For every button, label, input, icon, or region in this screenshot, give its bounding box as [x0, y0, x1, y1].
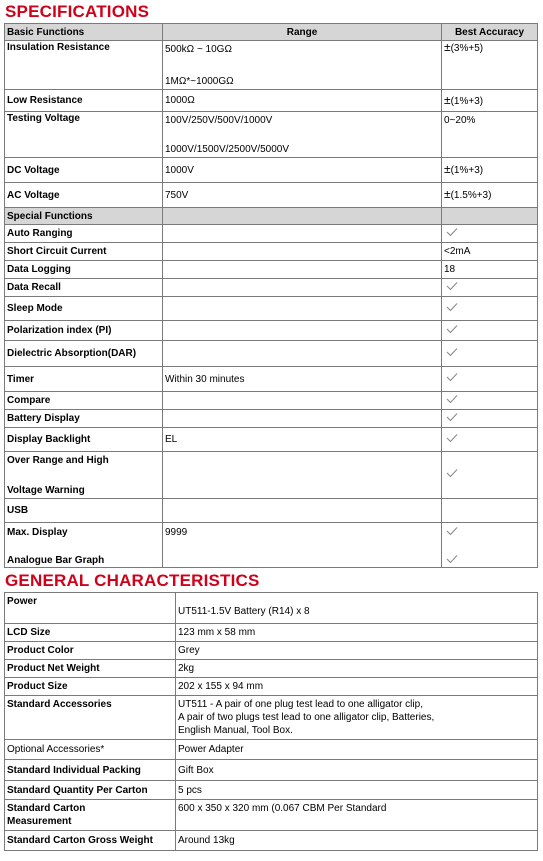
row-low-resistance [5, 90, 538, 112]
row-ac-voltage [5, 183, 538, 208]
row-timer: Timer Within 30 minutes [5, 367, 538, 392]
row-individual-packing: Standard Individual Packing Gift Box [5, 760, 538, 781]
check-icon [446, 468, 458, 478]
row-usb: USB [5, 499, 538, 523]
row-insulation-resistance [5, 41, 538, 90]
row-battery-display: Battery Display [5, 410, 538, 428]
row-lcd-size: LCD Size 123 mm x 58 mm [5, 624, 538, 642]
row-data-logging: Data Logging 18 [5, 261, 538, 279]
check-icon [446, 227, 458, 237]
range-low-resistance: 1000Ω [163, 90, 442, 112]
header-basic-functions: Basic Functions [5, 24, 163, 41]
row-dc-voltage [5, 158, 538, 183]
check-icon [446, 412, 458, 422]
check-icon [446, 372, 458, 382]
check-icon [446, 526, 458, 536]
row-polarization-index: Polarization index (PI) [5, 321, 538, 341]
row-compare: Compare [5, 392, 538, 410]
row-quantity-per-carton: Standard Quantity Per Carton 5 pcs [5, 781, 538, 800]
label-ac-voltage: AC Voltage [5, 183, 163, 208]
check-icon [446, 433, 458, 443]
row-display-backlight: Display Backlight EL [5, 428, 538, 452]
accuracy-dc-voltage: ±(1%+3) [442, 158, 538, 183]
row-sleep-mode: Sleep Mode [5, 297, 538, 321]
range-insulation-resistance: 500kΩ ~ 10GΩ 1MΩ*~1000GΩ [163, 41, 442, 90]
header-range: Range [163, 24, 442, 41]
check-icon [446, 394, 458, 404]
plus-minus-symbol: ± [444, 92, 451, 107]
check-icon [446, 347, 458, 357]
row-auto-ranging: Auto Ranging [5, 225, 538, 243]
row-testing-voltage [5, 112, 538, 158]
specifications-table [4, 23, 538, 568]
range-dc-voltage: 1000V [163, 158, 442, 183]
label-insulation-resistance: Insulation Resistance [5, 41, 163, 90]
check-icon [446, 281, 458, 291]
row-over-range-warning: Over Range and High Voltage Warning [5, 452, 538, 499]
row-optional-accessories: Optional Accessories* Power Adapter [5, 740, 538, 760]
general-characteristics-title: GENERAL CHARACTERISTICS [5, 571, 260, 590]
row-dielectric-absorption: Dielectric Absorption(DAR) [5, 341, 538, 367]
range-testing-voltage: 100V/250V/500V/1000V 1000V/1500V/2500V/5000V [163, 112, 442, 158]
row-short-circuit-current: Short Circuit Current <2mA [5, 243, 538, 261]
special-functions-header-row [5, 208, 538, 225]
general-characteristics-table [4, 592, 538, 851]
label-testing-voltage: Testing Voltage [5, 112, 163, 158]
row-product-color: Product Color Grey [5, 642, 538, 660]
row-power: Power UT511-1.5V Battery (R14) x 8 [5, 593, 538, 624]
check-icon [446, 302, 458, 312]
accuracy-low-resistance: ±(1%+3) [442, 90, 538, 112]
label-dc-voltage: DC Voltage [5, 158, 163, 183]
row-product-size: Product Size 202 x 155 x 94 mm [5, 678, 538, 696]
header-special-functions: Special Functions [5, 208, 163, 225]
accuracy-ac-voltage: ±(1.5%+3) [442, 183, 538, 208]
plus-minus-symbol: ± [444, 187, 451, 201]
range-ac-voltage: 750V [163, 183, 442, 208]
check-icon [446, 554, 458, 564]
row-net-weight: Product Net Weight 2kg [5, 660, 538, 678]
row-max-display-bar-graph: Max. Display Analogue Bar Graph 9999 [5, 523, 538, 568]
plus-minus-symbol: ± [444, 162, 451, 176]
header-best-accuracy: Best Accuracy [442, 24, 538, 41]
row-carton-measurement: Standard Carton Measurement 600 x 350 x 320 mm (0.067 CBM Per Standard [5, 800, 538, 831]
accuracy-testing-voltage: 0~20% [442, 112, 538, 158]
plus-minus-symbol: ± [444, 40, 451, 54]
check-icon [446, 324, 458, 334]
accuracy-insulation-resistance: ±(3%+5) [442, 41, 538, 90]
label-low-resistance: Low Resistance [5, 90, 163, 112]
specifications-title: SPECIFICATIONS [5, 2, 150, 21]
spec-header-row [5, 24, 538, 41]
row-gross-weight: Standard Carton Gross Weight Around 13kg [5, 831, 538, 851]
row-standard-accessories: Standard Accessories UT511 - A pair of one plug test lead to one alligator clip, A pair of two plugs test lead to one alligator clip, Batteries, English Manual, Tool Box. [5, 696, 538, 740]
row-data-recall: Data Recall [5, 279, 538, 297]
